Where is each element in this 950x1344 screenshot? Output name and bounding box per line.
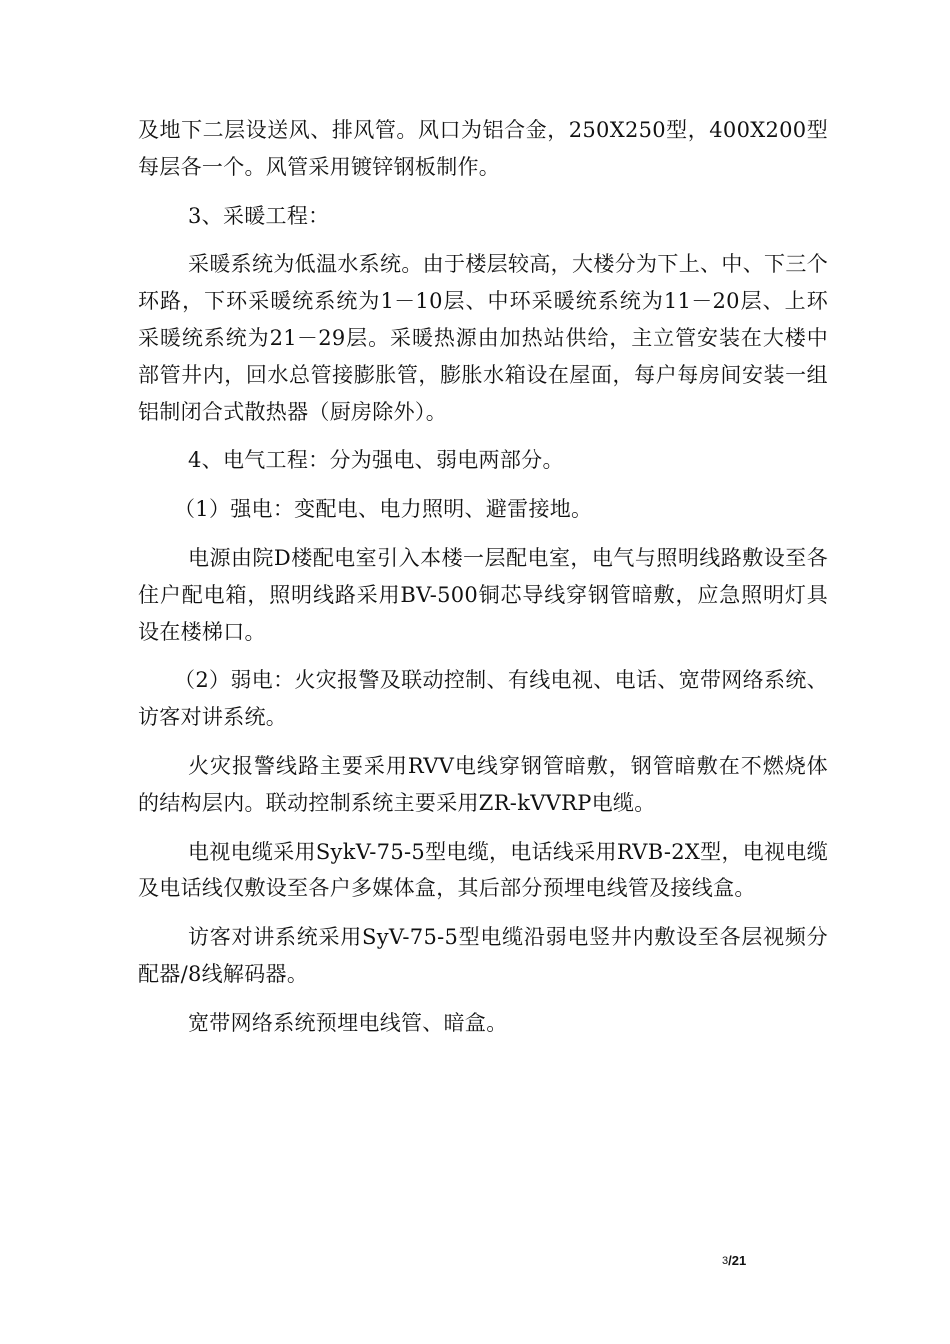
paragraph-power-supply: 电源由院D楼配电室引入本楼一层配电室，电气与照明线路敷设至各住户配电箱，照明线路采用BV-500铜芯导线穿钢管暗敷，应急照明灯具设在楼梯口。 <box>138 545 828 644</box>
document-body <box>138 112 828 1042</box>
heading-electrical-engineering: 4、电气工程：分为强电、弱电两部分。 <box>188 448 564 473</box>
paragraph-tv-phone-cable: 电视电缆采用SykV-75-5型电缆，电话线采用RVB-2X型，电视电缆及电话线仅敷设至各户多媒体盒，其后部分预埋电线管及接线盒。 <box>138 839 828 901</box>
paragraph-broadband: 宽带网络系统预埋电线管、暗盒。 <box>188 1010 508 1035</box>
paragraph-intercom: 访客对讲系统采用SyV-75-5型电缆沿弱电竖井内敷设至各层视频分配器/8线解码器。 <box>138 925 828 986</box>
paragraph-heating-system: 采暖系统为低温水系统。由于楼层较高，大楼分为下上、中、下三个环路，下环采暖统系统为1－10层、中环采暖统系统为11－20层、上环采暖统系统为21－29层。采暖热源由加热站供给，主立管安装在大楼中部管井内，回水总管接膨胀管，膨胀水箱设在屋面，每户每房间安装一组铝制闭合式散热器（厨房除外）。 <box>138 252 828 424</box>
paragraph-ventilation-continued: 及地下二层设送风、排风管。风口为铝合金，250X250型，400X200型每层各一个。风管采用镀锌钢板制作。 <box>138 118 828 179</box>
page-current: 3 <box>722 1255 729 1267</box>
page-total: /21 <box>728 1253 747 1268</box>
heading-heating-engineering: 3、采暖工程： <box>188 203 330 228</box>
paragraph-fire-alarm: 火灾报警线路主要采用RVV电线穿钢管暗敷，钢管暗敷在不燃烧体的结构层内。联动控制系统主要采用ZR-kVVRP电缆。 <box>138 753 828 815</box>
heading-strong-current: （1）强电：变配电、电力照明、避雷接地。 <box>174 497 593 522</box>
page-number <box>722 1253 746 1268</box>
heading-weak-current: （2）弱电：火灾报警及联动控制、有线电视、电话、宽带网络系统、访客对讲系统。 <box>138 668 828 730</box>
